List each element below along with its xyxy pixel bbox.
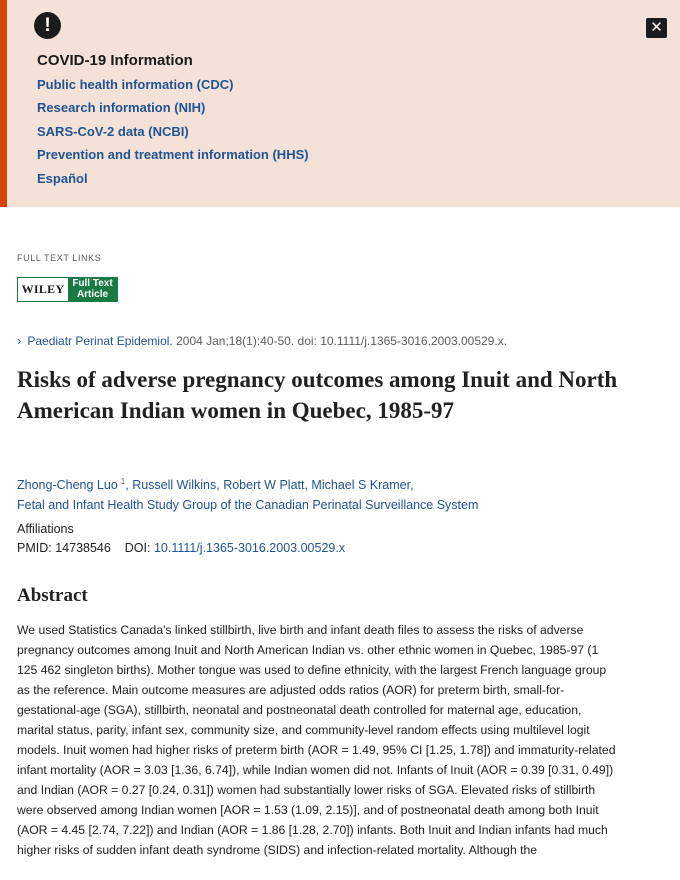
author-link[interactable]: Russell Wilkins <box>132 478 217 493</box>
full-text-article-label <box>68 278 117 301</box>
pmid-value: 14738546 <box>55 541 111 555</box>
full-text-line2: Article <box>76 288 109 300</box>
banner-title: COVID-19 Information <box>37 52 193 69</box>
banner-link-ncbi[interactable]: SARS-CoV-2 data (NCBI) <box>37 123 189 139</box>
article-title: Risks of adverse pregnancy outcomes among Inuit and North American Indian women in Quebec, 1985-97 <box>17 367 618 423</box>
author-list: Zhong-Cheng Luo $^1$, Russell Wilkins, Robert W Platt, Michael S Kramer, Fetal and Infant Health Study Group of the Canadian Perinatal Surveillance System <box>17 477 479 513</box>
wiley-logo: WILEY <box>18 278 68 301</box>
abstract-text: We used Statistics Canada's linked stillbirth, live birth and infant death files to assess the risks of adverse pregnancy outcomes among Inuit and North American Indian vs. other ethnic women in Quebec, 1985-97 (1 125 462 singleton births). Mother tongue was used to define ethnicity, with the largest French language group as the reference. Main outcome measures are adjusted odds ratios (AOR) for preterm birth, small-for-gestational-age (SGA), stillbirth, neonatal and postneonatal death controlled for maternal age, education, marital status, parity, infant sex, community size, and community-level random effects using multilevel logit models. Inuit women had higher risks of preterm birth (AOR = 1.49, 95% CI [1.25, 1.78]) and immaturity-related infant mortality (AOR = 3.03 [1.36, 6.74]), while Indian women did not. Infants of Inuit (AOR = 0.39 [0.31, 0.49]) and Indian (AOR = 0.27 [0.24, 0.31]) women had substantially lower risks of SGA. Elevated risks of stillbirth were observed among Indian women [AOR = 1.53 (1.09, 2.15)], and of postneonatal death among both Inuit (AOR = 4.45 [2.74, 7.22]) and Indian (AOR = 1.86 [1.28, 2.70]) infants. Both Inuit and Indian infants had much higher risks of sudden infant death syndrome (SIDS) and infection-related mortality. Although the <box>17 623 616 857</box>
covid-info-banner <box>0 0 680 207</box>
author-link[interactable]: Michael S Kramer <box>311 478 411 493</box>
author-group-link[interactable]: Fetal and Infant Health Study Group of the Canadian Perinatal Surveillance System <box>17 498 479 513</box>
journal-link[interactable]: Paediatr Perinat Epidemiol. <box>27 334 173 348</box>
citation-details: 2004 Jan;18(1):40-50. doi: 10.1111/j.1365-3016.2003.00529.x. <box>172 334 508 348</box>
affiliation-marker[interactable]: 1 <box>120 477 126 486</box>
pmid-label: PMID: <box>17 541 52 555</box>
banner-link-hhs[interactable]: Prevention and treatment information (HHS) <box>37 147 309 163</box>
affiliations-toggle[interactable]: Affiliations <box>17 522 74 536</box>
banner-link-nih[interactable]: Research information (NIH) <box>37 100 206 116</box>
chevron-right-icon: › <box>17 333 22 348</box>
abstract-heading: Abstract <box>17 585 88 606</box>
author-link[interactable]: Robert W Platt <box>223 478 305 493</box>
banner-link-list <box>37 76 309 193</box>
banner-link-espanol[interactable]: Español <box>37 170 88 186</box>
doi-label: DOI: <box>124 541 151 555</box>
close-icon: ✕ <box>650 19 663 36</box>
article-identifiers <box>17 541 345 555</box>
full-text-links-label: FULL TEXT LINKS <box>17 253 102 263</box>
wiley-full-text-button[interactable] <box>17 277 118 302</box>
close-banner-button[interactable] <box>646 18 667 38</box>
citation <box>17 333 507 348</box>
doi-link[interactable]: 10.1111/j.1365-3016.2003.00529.x <box>153 541 346 555</box>
banner-link-cdc[interactable]: Public health information (CDC) <box>37 77 234 92</box>
full-text-line1: Full Text <box>72 278 113 289</box>
exclamation-circle-icon: ! <box>34 12 61 39</box>
author-link[interactable]: Zhong-Cheng Luo <box>17 478 118 493</box>
